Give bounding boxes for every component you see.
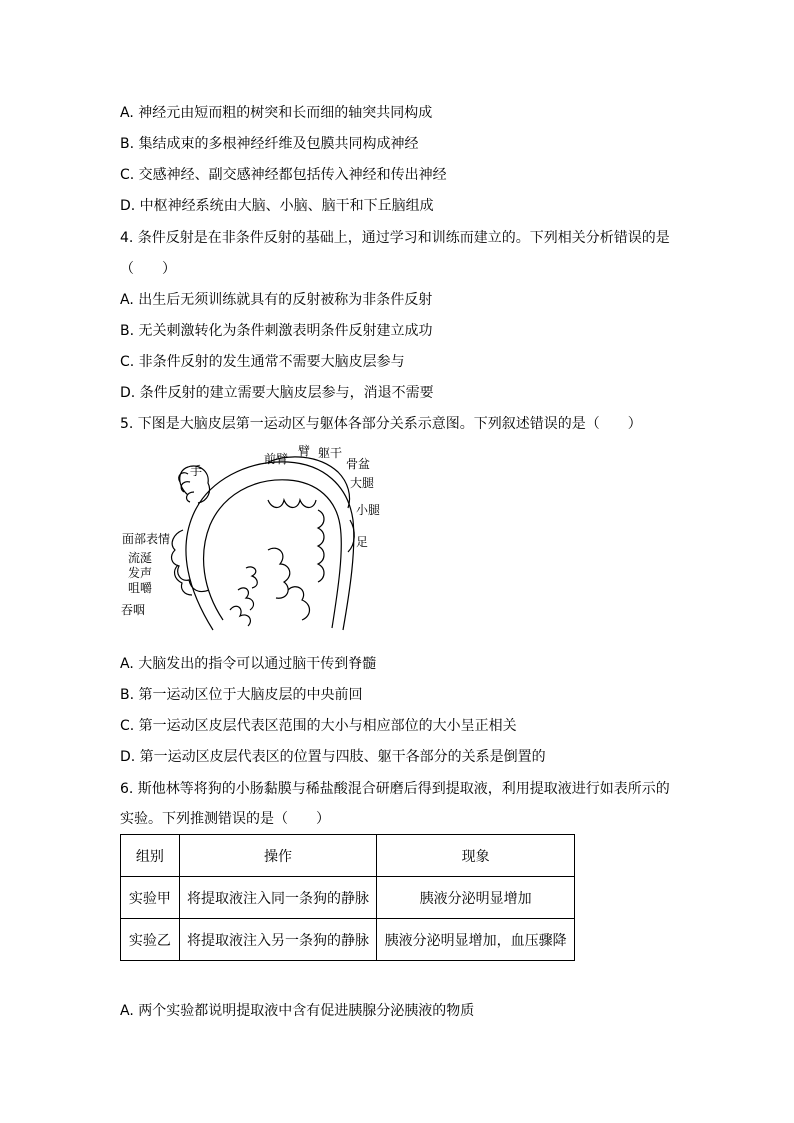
label-trunk: 躯干: [318, 446, 343, 460]
q4-option-b: B. 无关刺激转化为条件刺激表明条件反射建立成功: [120, 323, 433, 339]
label-forearm: 前臂: [264, 452, 289, 466]
label-salivation: 流涎: [128, 551, 153, 565]
q5-option-c: C. 第一运动区皮层代表区范围的大小与相应部位的大小呈正相关: [120, 718, 517, 734]
experiment-table: [120, 834, 575, 961]
q5-option-b: B. 第一运动区位于大脑皮层的中央前回: [120, 687, 363, 703]
q5-stem: 5. 下图是大脑皮层第一运动区与躯体各部分关系示意图。下列叙述错误的是（ ）: [120, 416, 642, 432]
label-thigh: 大腿: [350, 476, 375, 490]
label-swallowing: 吞咽: [121, 603, 146, 617]
label-foot: 足: [356, 535, 369, 549]
cell-group: 实验甲: [121, 877, 180, 919]
q4-option-a: A. 出生后无须训练就具有的反射被称为非条件反射: [120, 292, 433, 308]
label-face: 面部表情: [122, 532, 171, 546]
label-hand: 手: [190, 464, 203, 478]
label-vocalization: 发声: [128, 566, 153, 580]
q6-stem: 6. 斯他林等将狗的小肠黏膜与稀盐酸混合研磨后得到提取液，利用提取液进行如表所示的: [120, 781, 670, 797]
table-row: [121, 877, 575, 919]
label-arm: 臂: [298, 444, 311, 458]
cell-operation: 将提取液注入另一条狗的静脉: [179, 919, 377, 961]
label-chewing: 咀嚼: [128, 581, 153, 595]
label-pelvis: 骨盆: [346, 457, 371, 471]
cell-phenomenon: 胰液分泌明显增加: [377, 877, 575, 919]
cell-group: 实验乙: [121, 919, 180, 961]
q3-option-a: A. 神经元由短而粗的树突和长而细的轴突共同构成: [120, 105, 433, 121]
motor-cortex-homunculus-figure: [118, 440, 388, 640]
label-calf: 小腿: [356, 503, 381, 517]
cell-phenomenon: 胰液分泌明显增加，血压骤降: [377, 919, 575, 961]
q4-blank: （ ）: [120, 261, 176, 277]
q3-option-d: D. 中枢神经系统由大脑、小脑、脑干和下丘脑组成: [120, 198, 434, 214]
homunculus-drawing: [118, 440, 388, 640]
table-row: [121, 919, 575, 961]
q4-option-c: C. 非条件反射的发生通常不需要大脑皮层参与: [120, 354, 405, 370]
q3-option-c: C. 交感神经、副交感神经都包括传入神经和传出神经: [120, 167, 447, 183]
table-header-row: [121, 835, 575, 877]
q6-option-a: A. 两个实验都说明提取液中含有促进胰腺分泌胰液的物质: [120, 1003, 475, 1019]
q4-option-d: D. 条件反射的建立需要大脑皮层参与，消退不需要: [120, 385, 434, 401]
q3-option-b: B. 集结成束的多根神经纤维及包膜共同构成神经: [120, 136, 419, 152]
header-group: 组别: [121, 835, 180, 877]
cell-operation: 将提取液注入同一条狗的静脉: [179, 877, 377, 919]
header-phenomenon: 现象: [377, 835, 575, 877]
q6-stem-continued: 实验。下列推测错误的是（ ）: [120, 811, 330, 827]
q5-option-a: A. 大脑发出的指令可以通过脑干传到脊髓: [120, 656, 377, 672]
header-operation: 操作: [179, 835, 377, 877]
q4-stem: 4. 条件反射是在非条件反射的基础上，通过学习和训练而建立的。下列相关分析错误的是: [120, 230, 670, 246]
q5-option-d: D. 第一运动区皮层代表区的位置与四肢、躯干各部分的关系是倒置的: [120, 749, 546, 765]
